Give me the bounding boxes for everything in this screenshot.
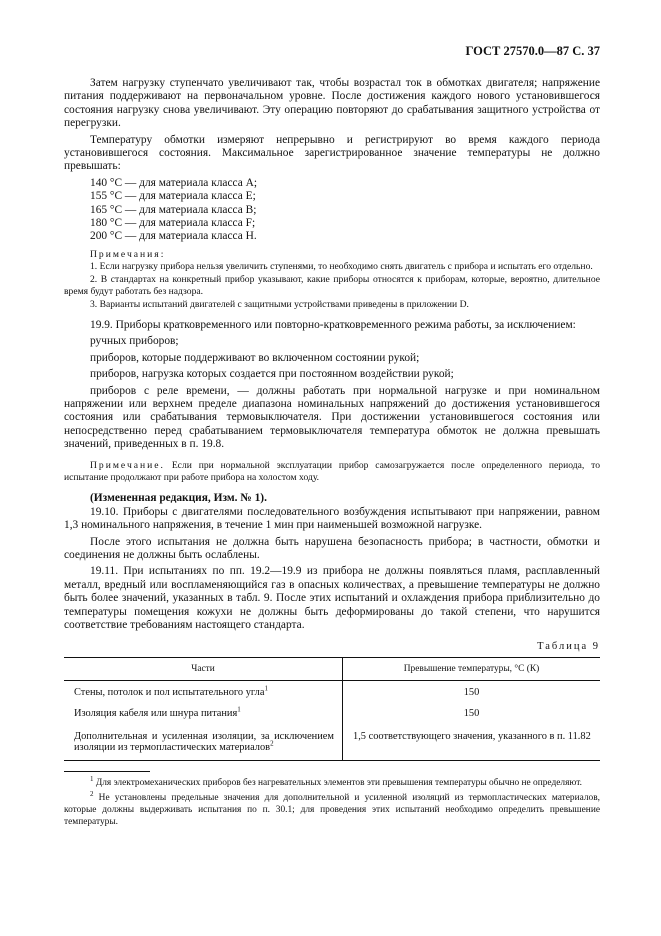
table-header-row (64, 658, 600, 681)
note-item: 3. Варианты испытаний двигателей с защитными устройствами приведены в приложении D. (90, 298, 469, 310)
paragraph: 19.11. При испытаниях по пп. 19.2—19.9 из прибора не должны появляться пламя, расплавленный металл, вредный или воспламеняющийся газ в опасных количествах, а превышение температуры не должно быть более значений, указанных в табл. 9. После этих испытаний и охлаждения прибора приблизительно до температуры помещения кожухи не должны быть деформированы до такой степени, что нарушится соответствие требованиям настоящего стандарта. (64, 565, 600, 632)
footnote-mark: 1 (237, 705, 241, 714)
footnote-divider (64, 771, 150, 772)
column-header: Превышение температуры, °С (К) (343, 658, 601, 681)
note-text: Если при нормальной эксплуатации прибор самозагружается после определенного периода, то испытание продолжают при работе прибора на холостом ходу. (64, 459, 600, 483)
list-item: приборов, которые поддерживают во включенном состоянии рукой; (90, 351, 420, 364)
column-header: Части (64, 658, 343, 681)
paragraph: Температуру обмотки измеряют непрерывно и регистрируют во время каждого периода установившегося состояния. Максимальное зарегистрированное значение температуры не должно превышать: (64, 133, 600, 173)
list-item: приборов, нагрузка которых создается при постоянном воздействии рукой; (90, 368, 454, 381)
footnote-text: Для электромеханических приборов без нагревательных элементов эти превышения температуры обычно не определяют. (93, 777, 583, 788)
table-cell: 150 (463, 708, 480, 720)
note-paragraph (64, 460, 600, 485)
table-cell (64, 723, 343, 761)
revision-note: (Измененная редакция, Изм. № 1). (90, 492, 267, 505)
list-item: ручных приборов; (90, 335, 179, 348)
footnote-mark: 1 (90, 774, 94, 783)
table-9 (64, 657, 600, 760)
table-cell (64, 702, 343, 723)
note-item: 2. В стандартах на конкретный прибор указывают, какие приборы относятся к приборам, которые, вероятно, длительное время будут работать без надзора. (64, 273, 600, 298)
list-item: 180 °С — для материала класса F; (90, 217, 256, 230)
note-label: Примечание. (90, 459, 165, 471)
table-row (64, 723, 600, 761)
footnote (64, 774, 600, 789)
list-item: 155 °С — для материала класса Е; (90, 190, 256, 203)
table-row (64, 681, 600, 702)
note-item: 1. Если нагрузку прибора нельзя увеличить ступенями, то необходимо снять двигатель с прибора и испытать его отдельно. (90, 261, 593, 273)
document-page (64, 44, 600, 828)
paragraph: 19.9. Приборы кратковременного или повторно-кратковременного режима работы, за исключением: (90, 318, 576, 331)
paragraph: После этого испытания не должна быть нарушена безопасность прибора; в частности, обмотки и соединения не должны быть ослаблены. (64, 535, 600, 561)
table-cell: 150 (463, 687, 480, 699)
list-item: 140 °С — для материала класса А; (90, 176, 258, 189)
page-header: ГОСТ 27570.0—87 С. 37 (465, 44, 600, 58)
paragraph: 19.10. Приборы с двигателями последовательного возбуждения испытывают при напряжении, равном 1,3 номинального напряжения, в течение 1 мин при наименьшей возможной нагрузке. (64, 505, 600, 532)
cell-text: Изоляция кабеля или шнура питания (74, 708, 238, 720)
footnote-mark: 2 (270, 739, 274, 748)
cell-text: Стены, потолок и пол испытательного угла (74, 687, 265, 699)
table-cell: 1,5 соответствующего значения, указанного в п. 11.82 (343, 723, 601, 761)
paragraph: Затем нагрузку ступенчато увеличивают так, чтобы возрастал ток в обмотках двигателя; напряжение питания поддерживают на первоначальном уровне. После достижения каждого нового установившегося состояния нагрузку снова увеличивают. Эту операцию повторяют до срабатывания защитного устройства от перегрузки. (64, 77, 600, 130)
table-caption: Таблица 9 (537, 641, 600, 653)
table-row (64, 702, 600, 723)
cell-text: Дополнительная и усиленная изоляции, за исключением изоляции из термопластических материалов (74, 730, 334, 754)
list-item: 165 °С — для материала класса В; (90, 203, 257, 216)
list-item: 200 °С — для материала класса Н. (90, 230, 257, 243)
footnote-text: Не установлены предельные значения для дополнительной и усиленной изоляций из термопластических материалов, которые должны выдерживать испытания по п. 30.1; для проведения этих испытаний необходимо определить превышение температуры. (64, 792, 600, 827)
footnote-mark: 1 (264, 684, 268, 693)
notes-title: Примечания: (90, 248, 166, 260)
footnote (64, 789, 600, 828)
paragraph: приборов с реле времени, — должны работать при нормальной нагрузке и при номинальном напряжении или верхнем пределе диапазона номинальных напряжений до достижения установившегося состояния или срабатывания термовыключателя. При достижении установившегося состояния или непосредственно перед срабатыванием термовыключателя температура обмоток не должна превышать значений, приведенных в п. 19.8. (64, 384, 600, 451)
footnote-mark: 2 (90, 789, 94, 798)
table-cell (64, 681, 343, 702)
temperature-list (64, 177, 600, 244)
